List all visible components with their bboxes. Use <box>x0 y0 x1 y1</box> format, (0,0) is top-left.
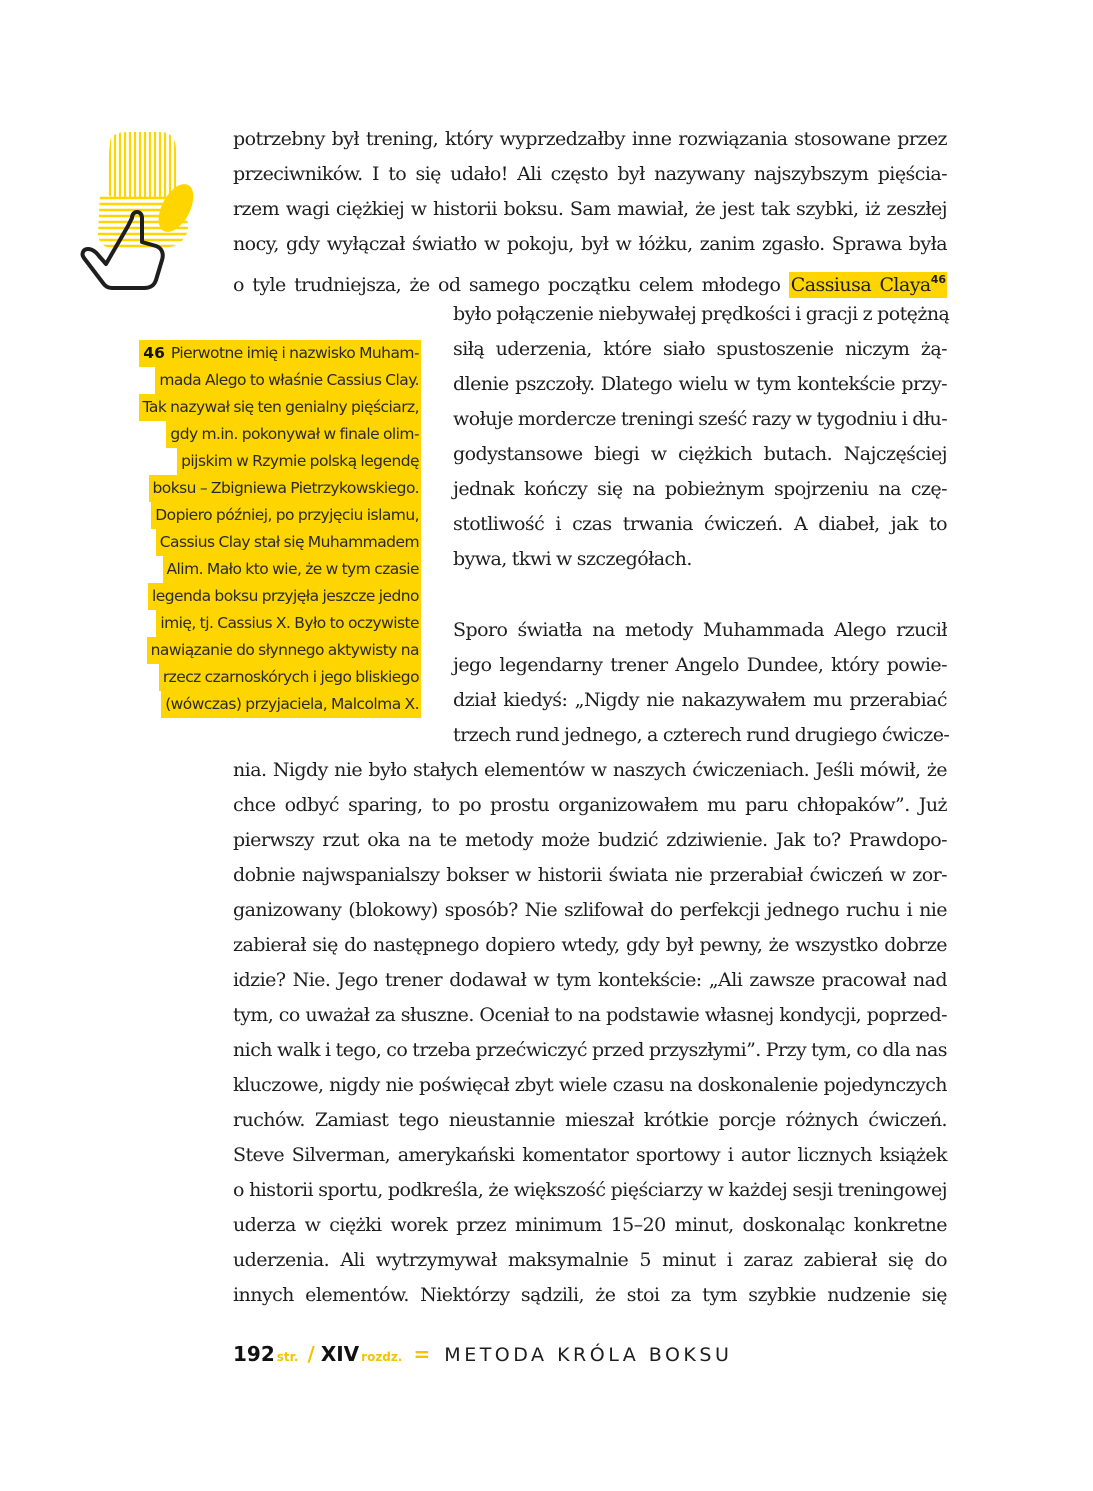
body-line: jego legendarny trener Angelo Dundee, który powie- <box>453 654 947 676</box>
footnote-line: legenda boksu przyjęła jeszcze jedno <box>148 583 421 610</box>
page-label: str. <box>276 1350 299 1364</box>
footnote-number: 46 <box>143 344 165 362</box>
body-line: przeciwników. I to się udało! Ali często był nazywany najszybszym pięścia- <box>233 163 947 185</box>
body-line <box>233 262 947 297</box>
page-footer <box>233 1342 732 1376</box>
footnote-line: rzecz czarnoskórych i jego bliskiego <box>159 664 421 691</box>
footnote-line: Alim. Mało kto wie, że w tym czasie <box>163 556 422 583</box>
footnote-line: pijskim w Rzymie polską legendę <box>177 448 421 475</box>
footnote-line: mada Alego to właśnie Cassius Clay. <box>155 367 421 394</box>
footnote-line: imię, tj. Cassius X. Było to oczywiste <box>156 610 421 637</box>
pointing-hand-icon <box>76 130 206 290</box>
body-line: wołuje mordercze treningi sześć razy w tygodniu i dłu- <box>453 408 948 430</box>
body-line: dobnie najwspanialszy bokser w historii świata nie przerabiał ćwiczeń w zor- <box>233 864 947 886</box>
footnote-line: boksu – Zbigniewa Pietrzykowskiego. <box>149 475 422 502</box>
body-line: chce odbyć sparing, to po prostu organizowałem mu paru chłopaków”. Już <box>233 794 947 816</box>
body-line: tym, co uważał za słuszne. Oceniał to na podstawie własnej kondycji, poprzed- <box>233 1004 947 1026</box>
body-line: było połączenie niebywałej prędkości i gracji z potężną <box>453 303 950 325</box>
body-line: kluczowe, nigdy nie poświęcał zbyt wiele czasu na doskonalenie pojedynczych <box>233 1074 947 1096</box>
footnote-line: (wówczas) przyjaciela, Malcolma X. <box>161 691 421 718</box>
footnote-line: gdy m.in. pokonywał w finale olim- <box>166 421 421 448</box>
body-line: ganizowany (blokowy) sposób? Nie szlifował do perfekcji jednego ruchu i nie <box>233 899 947 921</box>
body-line: dział kiedyś: „Nigdy nie nakazywałem mu przerabiać <box>453 689 947 711</box>
body-line: uderza w ciężki worek przez minimum 15–20 minut, doskonaląc konkretne <box>233 1214 947 1236</box>
body-line: nocy, gdy wyłączał światło w pokoju, był w łóżku, zanim zgasło. Sprawa była <box>233 233 947 255</box>
body-line: stotliwość i czas trwania ćwiczeń. A diabeł, jak to <box>453 513 947 535</box>
chapter-label: rozdz. <box>361 1350 403 1364</box>
footnote-reference[interactable]: 46 <box>930 273 947 286</box>
footnote-line: 46 Pierwotne imię i nazwisko Muham- <box>139 340 421 367</box>
body-line: o historii sportu, podkreśla, że większość pięściarzy w każdej sesji treningowej <box>233 1179 947 1201</box>
page-number: 192 <box>233 1342 275 1366</box>
footer-equals: = <box>413 1342 431 1366</box>
body-line: pierwszy rzut oka na te metody może budzić zdziwienie. Jak to? Prawdopo- <box>233 829 947 851</box>
body-line: godystansowe biegi w ciężkich butach. Najczęściej <box>453 443 947 465</box>
body-text: o tyle trudniejsza, że od samego początku celem młodego <box>233 274 781 296</box>
body-line: idzie? Nie. Jego trener dodawał w tym kontekście: „Ali zawsze pracował nad <box>233 969 947 991</box>
body-line: dlenie pszczoły. Dlatego wielu w tym kontekście przy- <box>453 373 947 395</box>
body-line: jednak kończy się na pobieżnym spojrzeniu na czę- <box>453 478 947 500</box>
body-line: potrzebny był trening, który wyprzedzałby inne rozwiązania stosowane przez <box>233 128 947 150</box>
chapter-title: METODA KRÓLA BOKSU <box>444 1344 733 1366</box>
body-line: zabierał się do następnego dopiero wtedy, gdy był pewny, że wszystko dobrze <box>233 934 947 956</box>
body-line: nich walk i tego, co trzeba przećwiczyć przed przyszłymi”. Przy tym, co dla nas <box>233 1039 947 1061</box>
footnote-line: Dopiero później, po przyjęciu islamu, <box>151 502 421 529</box>
body-line: bywa, tkwi w szczegółach. <box>453 548 692 570</box>
body-line: Sporo światła na metody Muhammada Alego rzucił <box>453 619 947 641</box>
chapter-number: XIV <box>320 1342 360 1366</box>
body-line: nia. Nigdy nie było stałych elementów w naszych ćwiczeniach. Jeśli mówił, że <box>233 759 947 781</box>
footnote-line: Cassius Clay stał się Muhammadem <box>156 529 421 556</box>
footnote-line: Tak nazywał się ten genialny pięściarz, <box>139 394 421 421</box>
footer-separator: / <box>307 1342 315 1366</box>
footnote-line: nawiązanie do słynnego aktywisty na <box>147 637 421 664</box>
body-line: rzem wagi ciężkiej w historii boksu. Sam mawiał, że jest tak szybki, iż zeszłej <box>233 198 947 220</box>
body-line: ruchów. Zamiast tego nieustannie mieszał krótkie porcje różnych ćwiczeń. <box>233 1109 947 1131</box>
body-line: uderzenia. Ali wytrzymywał maksymalnie 5 minut i zaraz zabierał się do <box>233 1249 947 1271</box>
body-line: trzech rund jednego, a czterech rund drugiego ćwicze- <box>453 724 950 746</box>
body-line: Steve Silverman, amerykański komentator sportowy i autor licznych książek <box>233 1144 947 1166</box>
body-line: innych elementów. Niektórzy sądzili, że stoi za tym szybkie nudzenie się <box>233 1284 947 1306</box>
highlighted-name: Cassiusa Claya$^{46}$ <box>790 273 947 296</box>
body-line: siłą uderzenia, które siało spustoszenie niczym żą- <box>453 338 947 360</box>
